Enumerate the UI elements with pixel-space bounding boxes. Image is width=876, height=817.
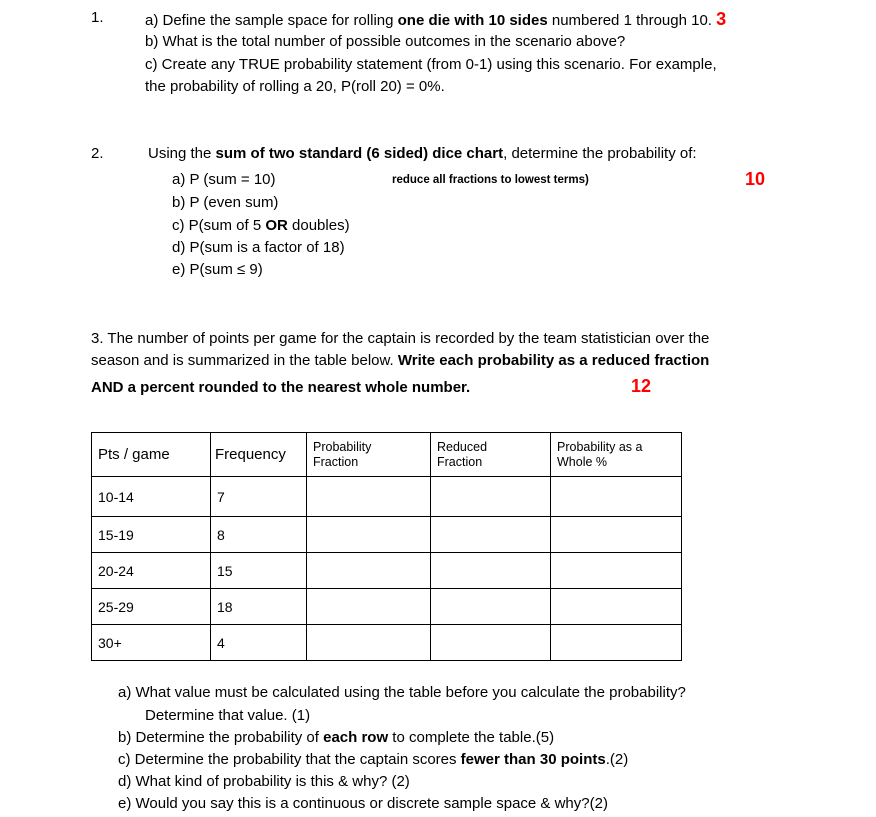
cell-blank[interactable] bbox=[307, 553, 431, 589]
table-row bbox=[92, 517, 682, 553]
q3-part-d: d) What kind of probability is this & why? (2) bbox=[118, 773, 410, 790]
header-percent: Probability as a Whole % bbox=[551, 433, 682, 477]
q2-part-d: d) P(sum is a factor of 18) bbox=[172, 239, 345, 256]
q3-c-bold: fewer than 30 points bbox=[460, 751, 606, 768]
q3-line2-pre: season and is summarized in the table below. bbox=[91, 352, 398, 369]
cell-blank[interactable] bbox=[551, 517, 682, 553]
cell-blank[interactable] bbox=[431, 517, 551, 553]
cell-blank[interactable] bbox=[307, 589, 431, 625]
q3-part-e: e) Would you say this is a continuous or discrete sample space & why?(2) bbox=[118, 795, 608, 812]
q1-a-bold: one die with 10 sides bbox=[397, 12, 548, 29]
q2-part-c bbox=[172, 217, 350, 234]
q2-c-bold: OR bbox=[265, 217, 288, 234]
q1-a-pre: a) Define the sample space for rolling bbox=[145, 12, 398, 29]
row-pts: 10-14 bbox=[98, 488, 134, 505]
q3-b-post: to complete the table.(5) bbox=[388, 729, 555, 746]
q2-note: reduce all fractions to lowest terms) bbox=[392, 174, 589, 186]
table-row bbox=[92, 553, 682, 589]
q3-part-a-line2: Determine that value. (1) bbox=[145, 707, 311, 724]
q3-b-pre: b) Determine the probability of bbox=[118, 729, 324, 746]
row-pts: 30+ bbox=[98, 634, 122, 651]
q3-line2 bbox=[91, 352, 709, 369]
q1-part-b: b) What is the total number of possible outcomes in the scenario above? bbox=[145, 33, 626, 50]
cell-blank[interactable] bbox=[551, 589, 682, 625]
header-probability-fraction: Probability Fraction bbox=[307, 433, 431, 477]
q2-points: 10 bbox=[745, 169, 766, 189]
cell-blank[interactable] bbox=[431, 553, 551, 589]
row-freq: 7 bbox=[217, 488, 225, 505]
q3-part-c bbox=[118, 751, 628, 768]
q1-points: 3 bbox=[716, 9, 727, 29]
row-freq: 18 bbox=[217, 598, 233, 615]
q3-part-a: a) What value must be calculated using the table before you calculate the probability? bbox=[118, 684, 686, 701]
q2-intro-bold: sum of two standard (6 sided) dice chart bbox=[215, 145, 504, 162]
q2-number: 2. bbox=[91, 145, 104, 162]
row-freq: 4 bbox=[217, 634, 225, 651]
row-pts: 20-24 bbox=[98, 562, 134, 579]
q1-number: 1. bbox=[91, 9, 104, 26]
cell-blank[interactable] bbox=[431, 625, 551, 661]
table-row bbox=[92, 625, 682, 661]
q3-c-post: .(2) bbox=[605, 751, 629, 768]
q3-part-b bbox=[118, 729, 554, 746]
q3-points: 12 bbox=[631, 376, 652, 396]
row-freq: 15 bbox=[217, 562, 233, 579]
row-freq: 8 bbox=[217, 526, 225, 543]
q2-intro bbox=[148, 145, 697, 162]
q2-intro-post: , determine the probability of: bbox=[503, 145, 697, 162]
q2-part-a: a) P (sum = 10) bbox=[172, 171, 276, 188]
cell-blank[interactable] bbox=[551, 553, 682, 589]
table-header-row bbox=[92, 433, 682, 477]
cell-blank[interactable] bbox=[431, 589, 551, 625]
table-row bbox=[92, 589, 682, 625]
q3-line2-bold: Write each probability as a reduced fraction bbox=[397, 352, 710, 369]
table-row bbox=[92, 477, 682, 517]
q1-a-post: numbered 1 through 10. bbox=[547, 12, 712, 29]
q2-c-post: doubles) bbox=[287, 217, 350, 234]
cell-blank[interactable] bbox=[431, 477, 551, 517]
cell-blank[interactable] bbox=[307, 625, 431, 661]
q3-b-bold: each row bbox=[323, 729, 389, 746]
q1-part-c: c) Create any TRUE probability statement (from 0-1) using this scenario. For example, bbox=[145, 56, 717, 73]
q3-line3: AND a percent rounded to the nearest whole number. bbox=[91, 379, 471, 396]
row-pts: 25-29 bbox=[98, 598, 134, 615]
cell-blank[interactable] bbox=[307, 517, 431, 553]
cell-blank[interactable] bbox=[307, 477, 431, 517]
header-reduced-fraction: Reduced Fraction bbox=[431, 433, 551, 477]
q3-c-pre: c) Determine the probability that the captain scores bbox=[118, 751, 461, 768]
q3-line1: 3. The number of points per game for the captain is recorded by the team statistician over the bbox=[91, 330, 710, 347]
header-frequency: Frequency bbox=[211, 433, 307, 477]
header-pts: Pts / game bbox=[92, 433, 211, 477]
points-table bbox=[91, 432, 682, 661]
q2-c-pre: c) P(sum of 5 bbox=[172, 217, 266, 234]
q1-part-c-line2: the probability of rolling a 20, P(roll 20) = 0%. bbox=[145, 78, 445, 95]
q2-intro-pre: Using the bbox=[148, 145, 216, 162]
q2-part-b: b) P (even sum) bbox=[172, 194, 279, 211]
row-pts: 15-19 bbox=[98, 526, 134, 543]
q1-part-a bbox=[145, 9, 726, 30]
cell-blank[interactable] bbox=[551, 477, 682, 517]
q2-part-e: e) P(sum ≤ 9) bbox=[172, 261, 263, 278]
cell-blank[interactable] bbox=[551, 625, 682, 661]
